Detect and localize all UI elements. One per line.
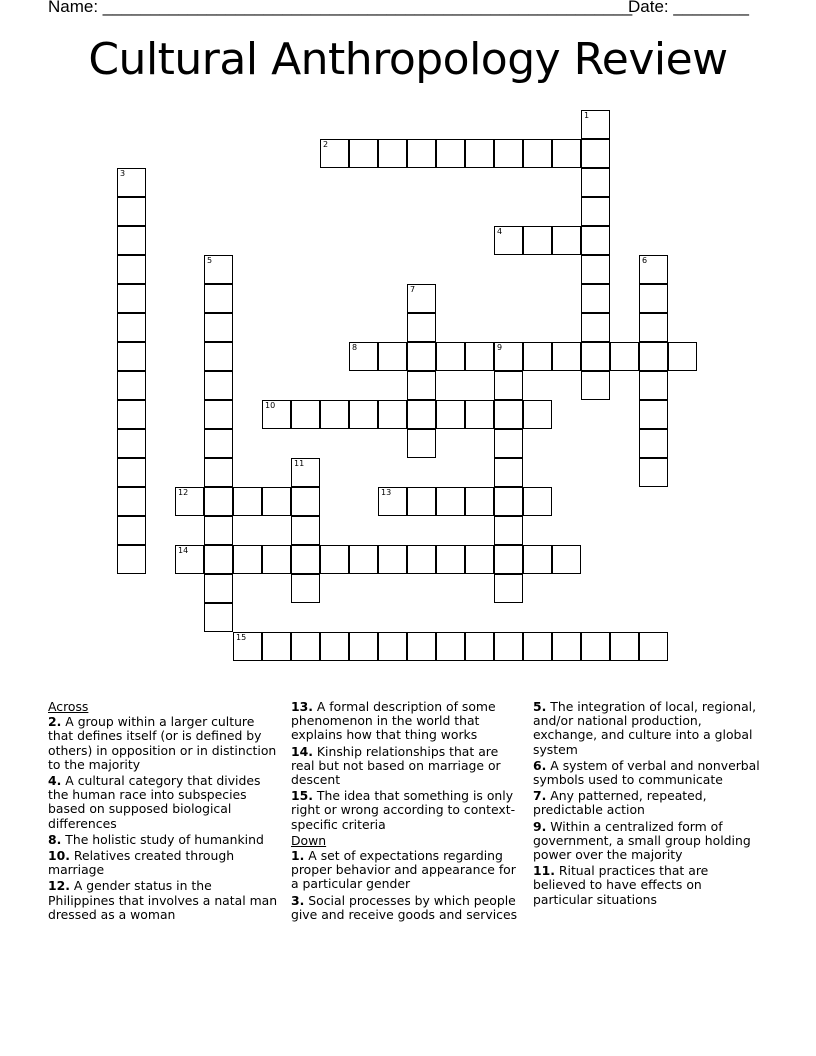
- grid-cell[interactable]: [581, 197, 610, 226]
- clue-item: [48, 774, 280, 831]
- grid-cell[interactable]: [465, 139, 494, 168]
- grid-cell[interactable]: [378, 342, 407, 371]
- grid-cell[interactable]: [407, 400, 436, 429]
- clue-item-number: 8.: [48, 831, 62, 847]
- clue-number: 9: [497, 343, 503, 352]
- clue-item-number: 6.: [533, 757, 547, 773]
- grid-cell[interactable]: [494, 226, 523, 255]
- clue-item-number: 14.: [291, 743, 313, 759]
- grid-cell[interactable]: [291, 632, 320, 661]
- grid-cell[interactable]: [204, 545, 233, 574]
- clue-item-number: 11.: [533, 863, 555, 879]
- clue-number: 6: [642, 256, 648, 265]
- grid-cell[interactable]: [378, 632, 407, 661]
- grid-cell[interactable]: [523, 342, 552, 371]
- grid-cell[interactable]: [204, 342, 233, 371]
- clue-item: [533, 759, 765, 787]
- grid-cell[interactable]: [581, 342, 610, 371]
- clue-item: [533, 789, 765, 817]
- grid-cell[interactable]: [291, 516, 320, 545]
- grid-cell[interactable]: [639, 429, 668, 458]
- clue-item: [533, 700, 765, 757]
- clue-item-number: 7.: [533, 788, 547, 804]
- grid-cell[interactable]: [581, 371, 610, 400]
- grid-cell[interactable]: [552, 139, 581, 168]
- grid-cell[interactable]: [204, 574, 233, 603]
- name-field[interactable]: Name: ________________________________________________________: [48, 0, 633, 16]
- grid-cell[interactable]: [349, 545, 378, 574]
- clues-column-3: [533, 700, 765, 909]
- clue-item-text: Kinship relationships that are real but not based on marriage or descent: [291, 743, 501, 788]
- clue-number: 2: [323, 140, 329, 149]
- grid-cell[interactable]: [465, 342, 494, 371]
- grid-cell[interactable]: [610, 342, 639, 371]
- grid-cell[interactable]: [291, 545, 320, 574]
- clue-item-text: Within a centralized form of government, a small group holding power over the majority: [533, 818, 751, 863]
- grid-cell[interactable]: [581, 168, 610, 197]
- clue-item: [48, 715, 280, 772]
- grid-cell[interactable]: [494, 632, 523, 661]
- grid-cell[interactable]: [407, 371, 436, 400]
- clue-item-text: The holistic study of humankind: [61, 831, 264, 847]
- clue-item-text: Relatives created through marriage: [48, 848, 235, 878]
- grid-cell[interactable]: [523, 632, 552, 661]
- clue-item: [291, 700, 523, 743]
- grid-cell[interactable]: [117, 342, 146, 371]
- grid-cell[interactable]: [523, 226, 552, 255]
- grid-cell[interactable]: [523, 139, 552, 168]
- grid-cell[interactable]: [204, 487, 233, 516]
- grid-cell[interactable]: [320, 400, 349, 429]
- grid-cell[interactable]: [494, 487, 523, 516]
- grid-cell[interactable]: [581, 110, 610, 139]
- grid-cell[interactable]: [117, 516, 146, 545]
- clue-item-number: 13.: [291, 699, 313, 714]
- grid-cell[interactable]: [407, 284, 436, 313]
- clue-number: 14: [178, 546, 189, 555]
- clue-item-text: A formal description of some phenomenon in the world that explains how that thing works: [291, 699, 496, 743]
- clue-number: 5: [207, 256, 213, 265]
- grid-cell[interactable]: [639, 632, 668, 661]
- clue-item-text: The idea that something is only right or wrong according to context-specific criteria: [291, 788, 516, 832]
- grid-cell[interactable]: [291, 400, 320, 429]
- grid-cell[interactable]: [581, 284, 610, 313]
- grid-cell[interactable]: [320, 545, 349, 574]
- grid-cell[interactable]: [262, 400, 291, 429]
- grid-cell[interactable]: [320, 632, 349, 661]
- grid-cell[interactable]: [639, 284, 668, 313]
- grid-cell[interactable]: [465, 632, 494, 661]
- grid-cell[interactable]: [494, 458, 523, 487]
- clue-item: [291, 894, 523, 922]
- grid-cell[interactable]: [291, 458, 320, 487]
- grid-cell[interactable]: [581, 313, 610, 342]
- grid-cell[interactable]: [378, 545, 407, 574]
- clue-item-number: 15.: [291, 788, 313, 804]
- clue-item-number: 10.: [48, 848, 70, 864]
- grid-cell[interactable]: [523, 487, 552, 516]
- clue-item-number: 12.: [48, 878, 70, 894]
- grid-cell[interactable]: [204, 400, 233, 429]
- clue-number: 3: [120, 169, 126, 178]
- grid-cell[interactable]: [262, 487, 291, 516]
- clue-item-text: A cultural category that divides the human race into subspecies based on supposed biological differences: [48, 773, 261, 831]
- grid-cell[interactable]: [494, 545, 523, 574]
- grid-cell[interactable]: [262, 632, 291, 661]
- grid-cell[interactable]: [436, 545, 465, 574]
- clue-item-number: 3.: [291, 892, 305, 908]
- page-title: Cultural Anthropology Review: [88, 34, 728, 85]
- grid-cell[interactable]: [494, 400, 523, 429]
- grid-cell[interactable]: [407, 545, 436, 574]
- grid-cell[interactable]: [494, 139, 523, 168]
- grid-cell[interactable]: [117, 458, 146, 487]
- clue-item-number: 4.: [48, 773, 62, 789]
- grid-cell[interactable]: [552, 342, 581, 371]
- clue-item-number: 9.: [533, 818, 547, 834]
- grid-cell[interactable]: [639, 342, 668, 371]
- date-field[interactable]: Date: ________: [628, 0, 749, 16]
- grid-cell[interactable]: [378, 400, 407, 429]
- grid-cell[interactable]: [349, 139, 378, 168]
- grid-cell[interactable]: [581, 255, 610, 284]
- grid-cell[interactable]: [117, 284, 146, 313]
- grid-cell[interactable]: [407, 632, 436, 661]
- header: [48, 0, 768, 21]
- grid-cell[interactable]: [233, 545, 262, 574]
- grid-cell[interactable]: [523, 545, 552, 574]
- grid-cell[interactable]: [378, 139, 407, 168]
- grid-cell[interactable]: [117, 197, 146, 226]
- grid-cell[interactable]: [320, 139, 349, 168]
- grid-cell[interactable]: [204, 429, 233, 458]
- clue-number: 7: [410, 285, 416, 294]
- clue-item-text: Any patterned, repeated, predictable action: [533, 788, 707, 818]
- grid-cell[interactable]: [175, 545, 204, 574]
- grid-cell[interactable]: [233, 487, 262, 516]
- grid-cell[interactable]: [204, 255, 233, 284]
- clue-item: [48, 833, 280, 847]
- grid-cell[interactable]: [117, 371, 146, 400]
- clue-item-text: Social processes by which people give and receive goods and services: [291, 892, 518, 922]
- grid-cell[interactable]: [494, 371, 523, 400]
- clue-item: [533, 864, 765, 907]
- grid-cell[interactable]: [581, 226, 610, 255]
- grid-cell[interactable]: [349, 632, 378, 661]
- grid-cell[interactable]: [233, 632, 262, 661]
- grid-cell[interactable]: [494, 429, 523, 458]
- grid-cell[interactable]: [407, 139, 436, 168]
- grid-cell[interactable]: [349, 342, 378, 371]
- down-heading: Down: [291, 832, 327, 848]
- clue-item: [291, 789, 523, 832]
- grid-cell[interactable]: [523, 400, 552, 429]
- grid-cell[interactable]: [465, 400, 494, 429]
- grid-cell[interactable]: [639, 255, 668, 284]
- grid-cell[interactable]: [581, 139, 610, 168]
- grid-cell[interactable]: [291, 574, 320, 603]
- grid-cell[interactable]: [436, 632, 465, 661]
- clue-number: 13: [381, 488, 392, 497]
- clue-item: [291, 849, 523, 892]
- clue-number: 15: [236, 633, 247, 642]
- grid-cell[interactable]: [204, 284, 233, 313]
- grid-cell[interactable]: [204, 371, 233, 400]
- grid-cell[interactable]: [262, 545, 291, 574]
- clue-item-number: 5.: [533, 699, 547, 714]
- grid-cell[interactable]: [407, 342, 436, 371]
- grid-cell[interactable]: [436, 342, 465, 371]
- grid-cell[interactable]: [436, 139, 465, 168]
- clue-number: 11: [294, 459, 305, 468]
- clue-item-text: The integration of local, regional, and/or national production, exchange, and culture into a global system: [533, 699, 757, 757]
- grid-cell[interactable]: [117, 313, 146, 342]
- grid-cell[interactable]: [639, 313, 668, 342]
- grid-cell[interactable]: [378, 487, 407, 516]
- clue-item: [533, 820, 765, 863]
- grid-cell[interactable]: [291, 487, 320, 516]
- grid-cell[interactable]: [639, 458, 668, 487]
- grid-cell[interactable]: [117, 429, 146, 458]
- clue-number: 12: [178, 488, 189, 497]
- grid-cell[interactable]: [436, 487, 465, 516]
- grid-cell[interactable]: [117, 545, 146, 574]
- grid-cell[interactable]: [639, 371, 668, 400]
- grid-cell[interactable]: [494, 516, 523, 545]
- across-heading: Across: [48, 699, 89, 714]
- grid-cell[interactable]: [494, 574, 523, 603]
- clue-number: 10: [265, 401, 276, 410]
- clues-column-1: [48, 700, 280, 924]
- grid-cell[interactable]: [117, 487, 146, 516]
- grid-cell[interactable]: [407, 429, 436, 458]
- grid-cell[interactable]: [581, 632, 610, 661]
- clue-item: [291, 745, 523, 788]
- grid-cell[interactable]: [117, 168, 146, 197]
- grid-cell[interactable]: [494, 342, 523, 371]
- clue-item-text: A set of expectations regarding proper behavior and appearance for a particular gender: [291, 848, 516, 892]
- grid-cell[interactable]: [204, 313, 233, 342]
- clue-number: 4: [497, 227, 503, 236]
- grid-cell[interactable]: [204, 458, 233, 487]
- grid-cell[interactable]: [407, 313, 436, 342]
- clue-item-text: A group within a larger culture that defines itself (or is defined by others) in opposition or in distinction to the majority: [48, 714, 277, 772]
- grid-cell[interactable]: [204, 516, 233, 545]
- clues-column-2: [291, 700, 523, 924]
- grid-cell[interactable]: [407, 487, 436, 516]
- clue-item-text: Ritual practices that are believed to have effects on particular situations: [533, 863, 709, 907]
- grid-cell[interactable]: [204, 603, 233, 632]
- grid-cell[interactable]: [436, 400, 465, 429]
- grid-cell[interactable]: [668, 342, 697, 371]
- grid-cell[interactable]: [465, 487, 494, 516]
- clue-item-text: A gender status in the Philippines that involves a natal man dressed as a woman: [48, 878, 278, 922]
- grid-cell[interactable]: [552, 632, 581, 661]
- grid-cell[interactable]: [552, 226, 581, 255]
- grid-cell[interactable]: [117, 255, 146, 284]
- grid-cell[interactable]: [552, 545, 581, 574]
- grid-cell[interactable]: [175, 487, 204, 516]
- clue-item-text: A system of verbal and nonverbal symbols used to communicate: [533, 757, 760, 788]
- clue-item-number: 1.: [291, 848, 305, 864]
- clue-item: [48, 849, 280, 877]
- grid-cell[interactable]: [465, 545, 494, 574]
- clue-item-number: 2.: [48, 714, 62, 730]
- grid-cell[interactable]: [639, 400, 668, 429]
- grid-cell[interactable]: [349, 400, 378, 429]
- clue-number: 8: [352, 343, 358, 352]
- grid-cell[interactable]: [610, 632, 639, 661]
- clue-item: [48, 879, 280, 922]
- grid-cell[interactable]: [117, 400, 146, 429]
- grid-cell[interactable]: [117, 226, 146, 255]
- clue-number: 1: [584, 111, 590, 120]
